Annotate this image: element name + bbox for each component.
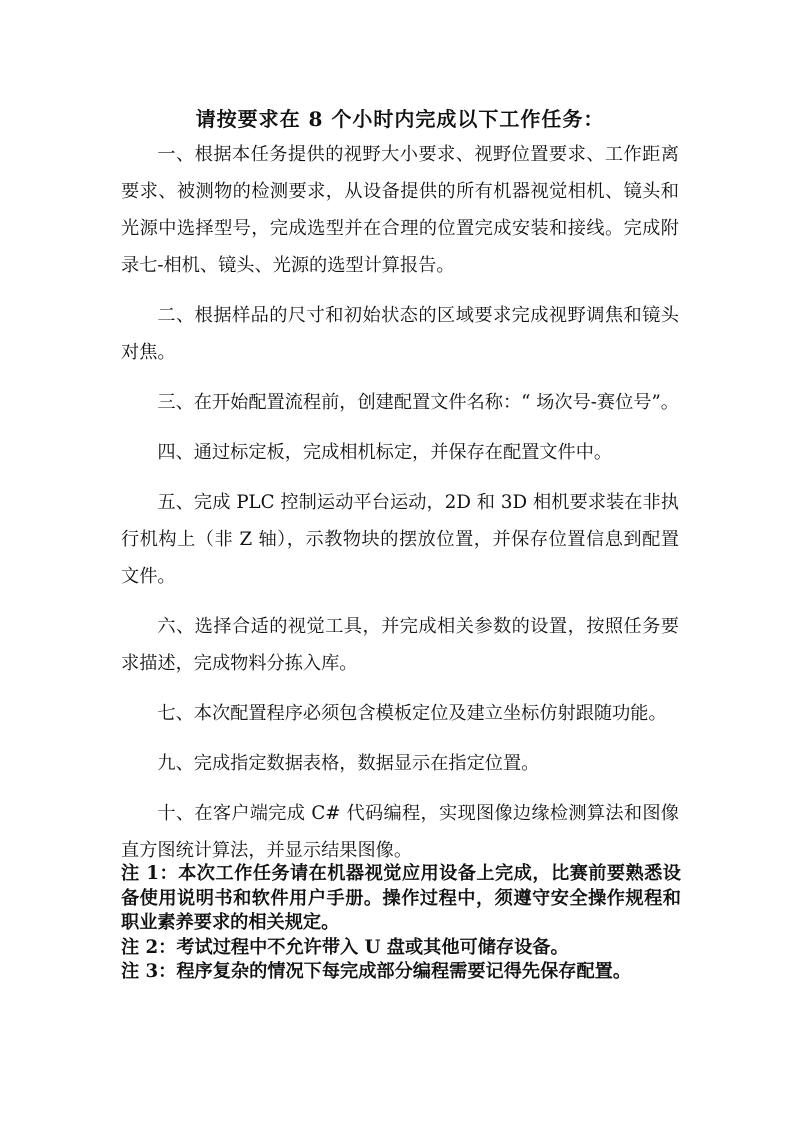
page-title: 请按要求在 8 个小时内完成以下工作任务： — [195, 107, 605, 131]
task-item-1: 一、根据本任务提供的视野大小要求、视野位置要求、工作距离要求、被测物的检测要求，从设备提供的所有机器视觉相机、镜头和光源中选择型号，完成选型并在合理的位置完成安装和接线。完成附录七-相机、镜头、光源的选型计算报告。 — [121, 144, 679, 276]
task-item-6: 六、选择合适的视觉工具，并完成相关参数的设置，按照任务要求描述，完成物料分拣入库。 — [121, 616, 679, 674]
note-2: 注 2：考试过程中不允许带入 U 盘或其他可储存设备。 — [121, 936, 569, 958]
task-item-2: 二、根据样品的尺寸和初始状态的区域要求完成视野调焦和镜头对焦。 — [121, 305, 679, 363]
task-item-5: 五、完成 PLC 控制运动平台运动，2D 和 3D 相机要求装在非执行机构上（非 Z 轴），示教物块的摆放位置，并保存位置信息到配置文件。 — [121, 492, 679, 587]
task-item-9: 九、完成指定数据表格，数据显示在指定位置。 — [157, 753, 540, 774]
note-3: 注 3：程序复杂的情况下每完成部分编程需要记得先保存配置。 — [121, 961, 632, 982]
task-item-4: 四、通过标定板，完成相机标定，并保存在配置文件中。 — [157, 442, 613, 463]
task-item-3: 三、在开始配置流程前，创建配置文件名称：“ 场次号-赛位号”。 — [157, 392, 679, 413]
notes-section — [121, 862, 681, 985]
task-item-10: 十、在客户端完成 C# 代码编程，实现图像边缘检测算法和图像直方图统计算法，并显示结果图像。 — [121, 803, 679, 861]
task-list — [121, 136, 679, 882]
task-item-7: 七、本次配置程序必须包含模板定位及建立坐标仿射跟随功能。 — [157, 703, 667, 724]
note-1: 注 1：本次工作任务请在机器视觉应用设备上完成，比赛前要熟悉设备使用说明书和软件用户手册。操作过程中，须遵守安全操作规程和职业素养要求的相关规定。 — [121, 863, 681, 933]
